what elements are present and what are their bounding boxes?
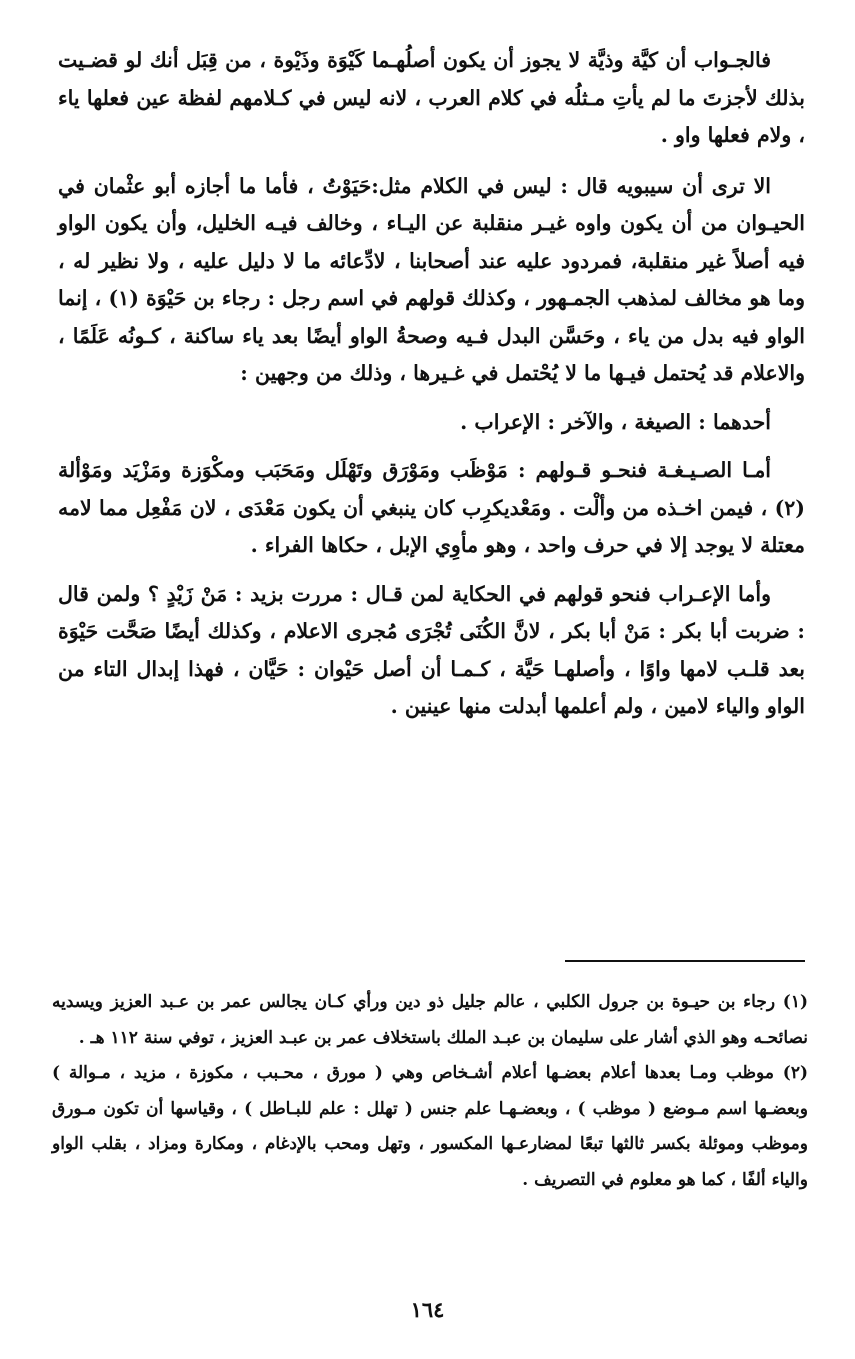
page-number: ١٦٤ bbox=[410, 1297, 445, 1322]
main-text bbox=[58, 42, 805, 737]
footnote-2: (٢) موظب ومـا بعدها أعلام بعضـها أعلام أشـخاص وهي ( مورق ، محـبب ، مكوزة ، مزيد ، مـوالة ) وبعضـها اسم مـوضع ( موظب ) ، وبعضـهـا علم جنس ( تهلل : علم للبـاطل ) ، وقياسها أن تكون مـورق وموظب وموئلة بكسر ثالثها تبعًا لمضارعـها المكسور ، وتهل ومحب بالإدغام ، ومكارة ومزاد ، بقلب الواو والياء ألفًا ، كما هو معلوم في التصريف . bbox=[52, 1063, 808, 1190]
footnote-separator bbox=[565, 960, 805, 962]
footnotes bbox=[52, 985, 808, 1198]
footnote-1: (١) رجاء بن حيـوة بن جرول الكلبي ، عالم جليل ذو دين ورأي كـان يجالس عمر بن عـبد العزيز ويسديه نصائحـه وهو الذي أشار على سليمان بن عبـد الملك باستخلاف عمر بن عبـد العزيز ، توفي سنة ١١٢ هـ . bbox=[52, 992, 808, 1048]
paragraph-3: أحدهما : الصيغة ، والآخر : الإعراب . bbox=[460, 409, 771, 434]
paragraph-5: وأما الإعـراب فنحو قولهم في الحكاية لمن قـال : مررت بزيد : مَنْ زَيْدٍ ؟ ولمن قال : ضربت أبا بكر : مَنْ أبا بكر ، لانَّ الكُنَى تُجْرَى مُجرى الاعلام ، وكذلك أيضًا صَحَّت حَيْوَة بعد قلـب لامها واوًا ، وأصلهـا حَيَّة ، كـمـا أن أصل حَيْوان : حَيَّان ، فهذا إبدال التاء من الواو والياء لامين ، ولم أعلمها أبدلت منها عينين . bbox=[58, 581, 805, 718]
paragraph-4: أمـا الصـيـغـة فنحـو قـولهم : مَوْظَب ومَوْرَق وتَهْلَل ومَحَبَب ومكْوَزة ومَزْيَد ومَوْألة (٢) ، فيمن اخـذه من وألْت . ومَعْديكرِب كان ينبغي أن يكون مَعْدَى ، لان مَفْعِل مما لامه معتلة لا يوجد إلا في حرف واحد ، وهو مأوِي الإبل ، حكاها الفراء . bbox=[58, 458, 805, 557]
paragraph-2: الا ترى أن سيبويه قال : ليس في الكلام مثل:حَيَوْتُ ، فأما ما أجازه أبو عثْمان في الحيـوان من أن يكون واوه غيـر منقلبة عن اليـاء ، وخالف فيـه الخليل، وأن يكون الواو فيه أصلاً غير منقلبة، فمردود عليه عند أصحابنا ، لادِّعائه ما لا دليل عليه ، ولا نظير له ، وما هو مخالف لمذهب الجمـهور ، وكذلك قولهم في اسم رجل : رجاء بن حَيْوَة (١) ، إنما الواو فيه بدل من ياء ، وحَسَّن البدل فـيه وصحةُ الواو أيضًا بعد ياء ساكنة ، كـونُه عَلَمًا ، والاعلام قد يُحتمل فيـها ما لا يُحْتمل في غـيرها ، وذلك من وجهين : bbox=[58, 173, 805, 385]
paragraph-1: فالجـواب أن كيَّة وذيَّة لا يجوز أن يكون أصلُهـما كَيْوَة وذَيْوة ، من قِبَل أنك لو قضـيت بذلك لأجزتَ ما لم يأتِ مـثلُه في كلام العرب ، لانه ليس في كـلامهم لفظة عين فعلها ياء ، ولام فعلها واو . bbox=[58, 48, 805, 147]
